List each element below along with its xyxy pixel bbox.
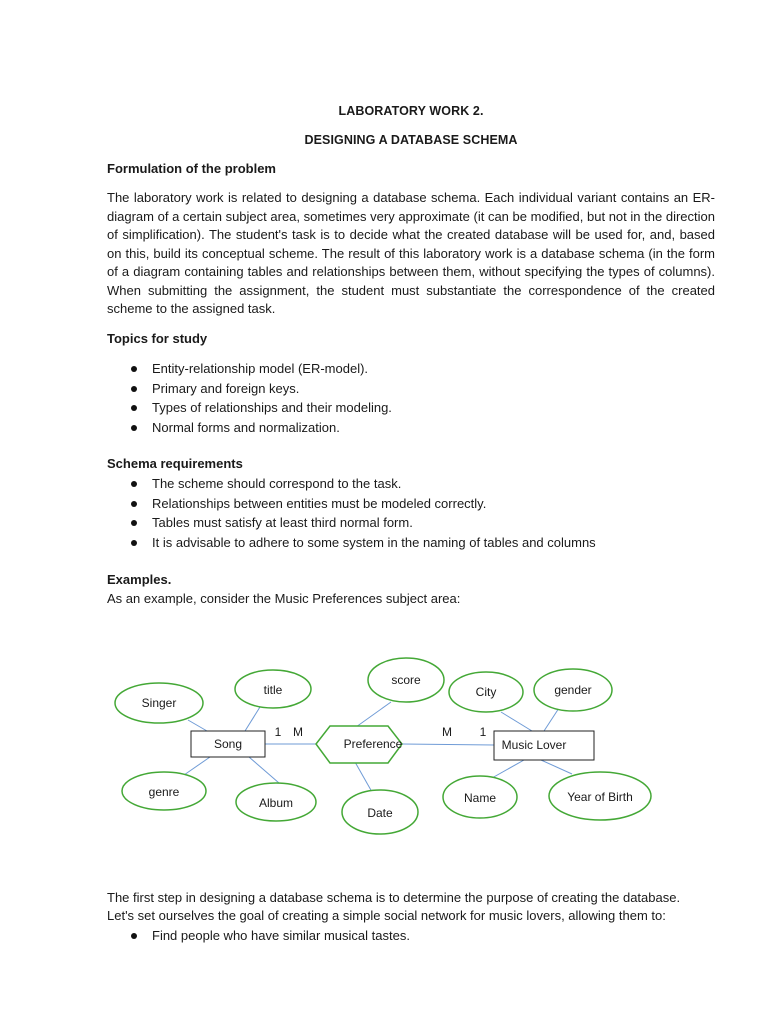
list-item: Types of relationships and their modeling.: [107, 398, 715, 418]
album-label: Album: [258, 796, 294, 810]
title-label: title: [263, 683, 283, 697]
connector-line: [245, 707, 260, 731]
list-item: It is advisable to adhere to some system in the naming of tables and columns: [107, 533, 715, 553]
connector-line: [184, 757, 210, 775]
topics-heading: Topics for study: [107, 331, 208, 346]
preference-relationship-label: Preference: [343, 737, 403, 751]
music-lover-entity-label: Music Lover: [501, 738, 567, 752]
genre-label: genre: [148, 785, 180, 799]
formulation-paragraph: The laboratory work is related to designing a database schema. Each individual variant contains an ER-diagram of a certain subject area, sometimes very approximate (it can be modified, but not in the direction of simplification). The student's task is to decide what the created database will be used for, and, based on this, build its conceptual scheme. The result of this laboratory work is a database schema (in the form of a diagram containing tables and relationships between them, without specifying the types of columns). When submitting the assignment, the student must substantiate the correspondence of the created scheme to the assigned task.: [107, 190, 715, 316]
list-item: The scheme should correspond to the task.: [107, 474, 715, 494]
connector-line: [355, 762, 372, 792]
connector-line: [249, 757, 279, 783]
bullet-icon: [131, 520, 137, 526]
er-diagram: [0, 640, 768, 870]
connector-line: [544, 708, 559, 731]
cardinality-lover-side: 1: [479, 725, 487, 739]
list-item: Entity-relationship model (ER-model).: [107, 359, 715, 379]
connector-line: [356, 702, 391, 727]
document-subtitle: DESIGNING A DATABASE SCHEMA: [304, 133, 518, 147]
bullet-icon: [131, 405, 137, 411]
closing-line-1: The first step in designing a database schema is to determine the purpose of creating the database.: [107, 890, 681, 905]
examples-heading: Examples.: [107, 572, 172, 587]
bullet-icon: [131, 386, 137, 392]
city-label: City: [475, 685, 497, 699]
topics-list: [107, 359, 715, 437]
year-of-birth-label: Year of Birth: [567, 790, 633, 804]
closing-line-2: Let's set ourselves the goal of creating a simple social network for music lovers, allowing them to:: [107, 908, 666, 923]
bullet-icon: [131, 366, 137, 372]
connector-line: [541, 760, 572, 774]
gender-label: gender: [554, 683, 592, 697]
bullet-icon: [131, 425, 137, 431]
formulation-heading: Formulation of the problem: [107, 161, 276, 176]
song-entity-label: Song: [213, 737, 243, 751]
cardinality-pref-right: M: [442, 725, 452, 739]
singer-label: Singer: [141, 696, 177, 710]
bullet-icon: [131, 501, 137, 507]
bullet-icon: [131, 933, 137, 939]
list-item: Primary and foreign keys.: [107, 379, 715, 399]
name-label: Name: [463, 791, 497, 805]
connector-line: [188, 720, 207, 731]
list-item: Normal forms and normalization.: [107, 418, 715, 438]
date-label: Date: [367, 806, 393, 820]
list-item: Tables must satisfy at least third normal form.: [107, 513, 715, 533]
requirements-heading: Schema requirements: [107, 456, 243, 471]
bullet-icon: [131, 540, 137, 546]
connector-line: [492, 760, 524, 778]
list-item: Relationships between entities must be modeled correctly.: [107, 494, 715, 514]
cardinality-song-side: 1: [274, 725, 282, 739]
list-item: Find people who have similar musical tastes.: [107, 926, 715, 946]
examples-intro: As an example, consider the Music Preferences subject area:: [107, 591, 461, 606]
connector-line: [402, 744, 494, 745]
connector-line: [501, 712, 532, 731]
goals-list: [107, 926, 715, 946]
cardinality-pref-left: M: [293, 725, 303, 739]
requirements-list: [107, 474, 715, 552]
bullet-icon: [131, 481, 137, 487]
score-label: score: [391, 673, 421, 687]
lab-title: LABORATORY WORK 2.: [338, 104, 484, 118]
